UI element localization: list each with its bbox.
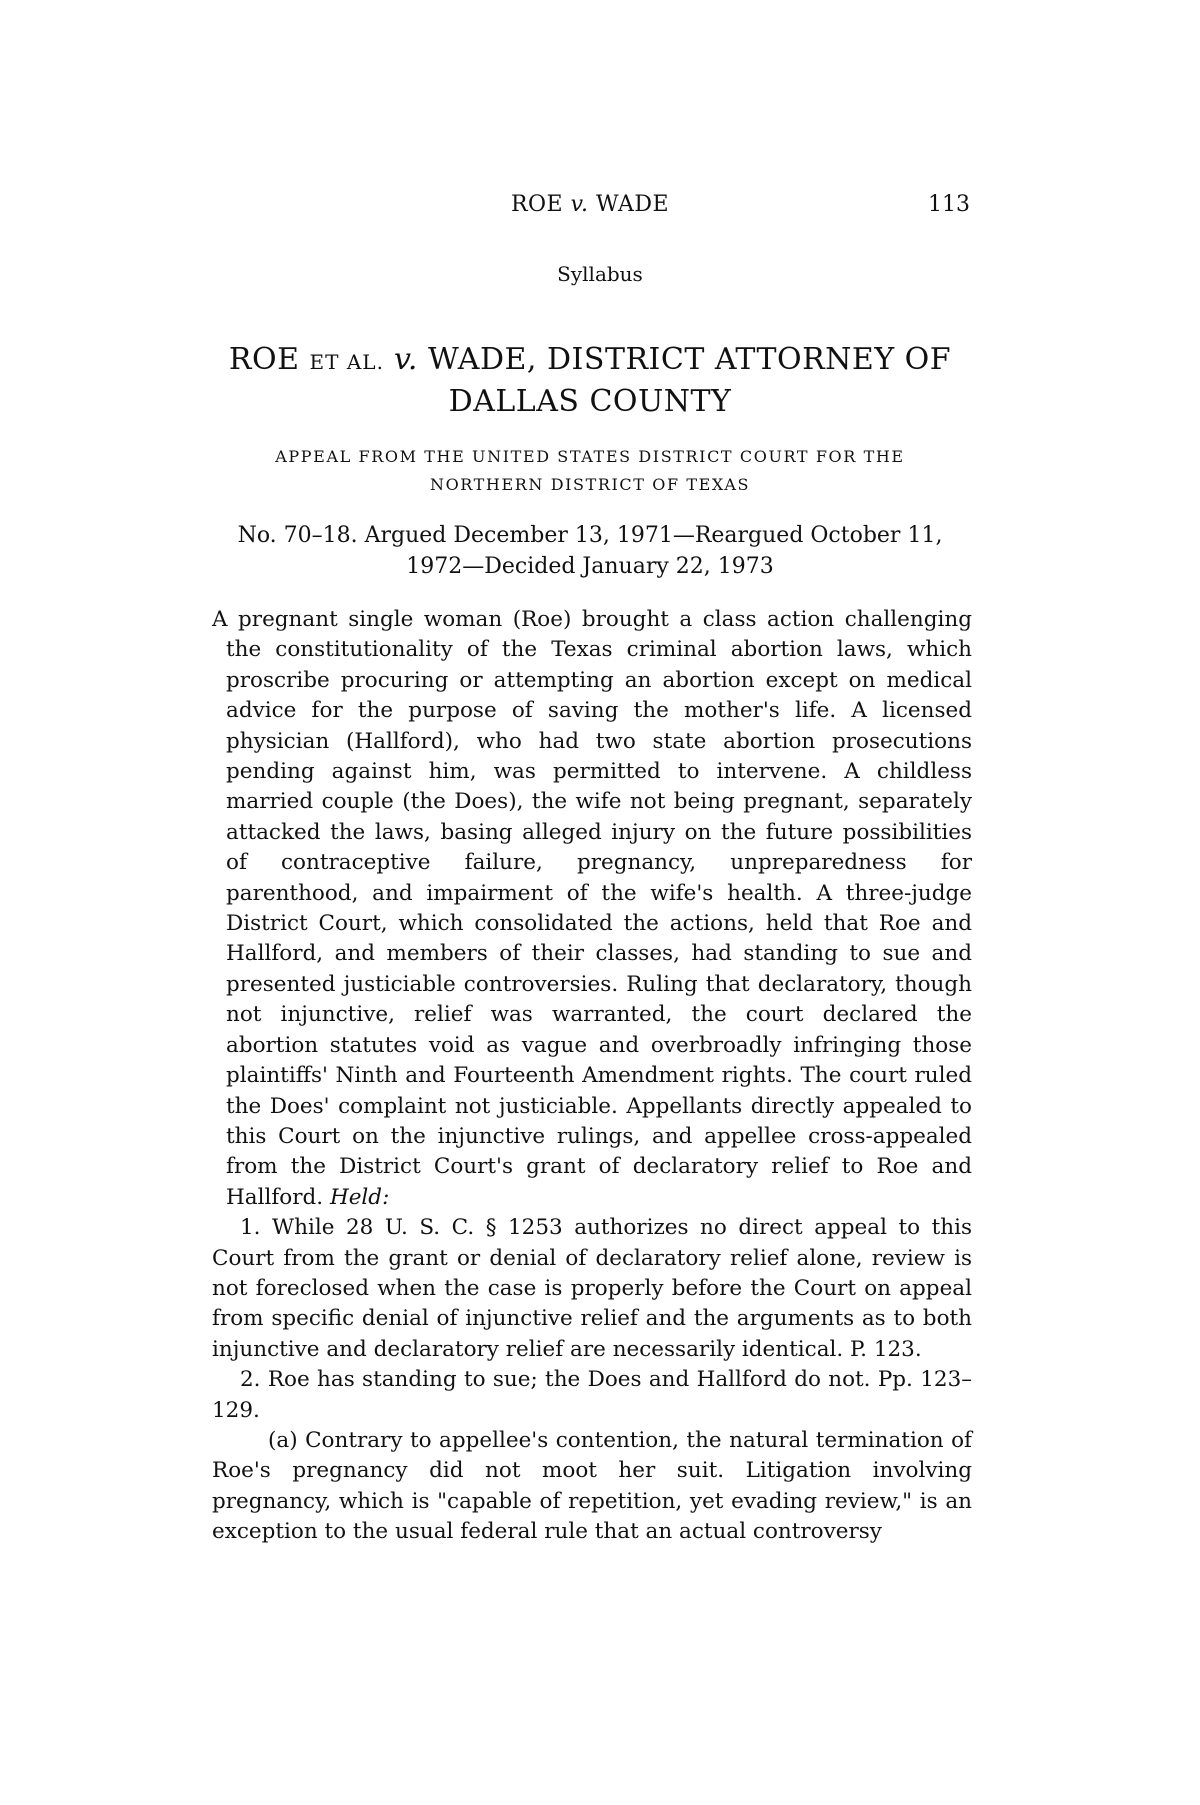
- held-label: Held:: [329, 1184, 390, 1210]
- syllabus-paragraph-2: 1. While 28 U. S. C. § 1253 authorizes no direct appeal to this Court from the grant or denial of declaratory relief alone, review is not foreclosed when the case is properly before the Court on appeal from specific denial of injunctive relief and the arguments as to both injunctive and declaratory relief are necessarily identical. P. 123.: [212, 1215, 972, 1362]
- running-title-versus: v.: [570, 192, 589, 217]
- case-title: [205, 340, 975, 422]
- appeal-heading: [200, 443, 980, 499]
- case-title-line-1: [205, 340, 975, 382]
- running-title-left: ROE: [510, 192, 564, 217]
- docket-line-2: 1972—Decided January 22, 1973: [406, 554, 774, 579]
- docket-line-1: No. 70–18. Argued December 13, 1971—Reargued October 11,: [237, 523, 943, 548]
- docket-info: [200, 520, 980, 582]
- running-head: [210, 192, 970, 226]
- page-number: 113: [928, 192, 970, 217]
- appeal-heading-line-1: APPEAL FROM THE UNITED STATES DISTRICT COURT FOR THE: [275, 447, 905, 466]
- syllabus-paragraph-1-text: A pregnant single woman (Roe) brought a class action challenging the constitutionality of the Texas criminal abortion laws, which proscribe procuring or attempting an abortion except on medical advice for the purpose of saving the mother's life. A licensed physician (Hallford), who had two state abortion prosecutions pending against him, was permitted to intervene. A childless married couple (the Does), the wife not being pregnant, separately attacked the laws, basing alleged injury on the future possibilities of contraceptive failure, pregnancy, unpreparedness for parenthood, and impairment of the wife's health. A three-judge District Court, which consolidated the actions, held that Roe and Hallford, and members of their classes, had standing to sue and presented justiciable controversies. Ruling that declaratory, though not injunctive, relief was warranted, the court declared the abortion statutes void as vague and overbroadly infringing those plaintiffs' Ninth and Fourteenth Amendment rights. The court ruled the Does' complaint not justiciable. Appellants directly appealed to this Court on the injunctive rulings, and appellee cross-appealed from the District Court's grant of declaratory relief to Roe and Hallford.: [212, 607, 972, 1210]
- appeal-heading-line-2: NORTHERN DISTRICT OF TEXAS: [429, 475, 751, 494]
- running-title: [210, 192, 970, 217]
- running-title-right: WADE: [595, 192, 670, 217]
- syllabus-paragraph-4: (a) Contrary to appellee's contention, the natural termination of Roe's pregnancy did not moot her suit. Litigation involving pregnancy, which is "capable of repetition, yet evading review," is an exception to the usual federal rule that an actual controversy: [212, 1427, 972, 1545]
- case-title-party-1: ROE: [228, 342, 300, 377]
- syllabus-paragraph-1: [212, 605, 972, 1213]
- case-title-et-al: ET AL.: [309, 350, 384, 374]
- case-title-line-2: DALLAS COUNTY: [448, 384, 732, 419]
- case-title-party-2: WADE, DISTRICT ATTORNEY OF: [427, 342, 952, 377]
- case-title-versus: v.: [393, 342, 418, 377]
- section-label: Syllabus: [557, 262, 643, 286]
- syllabus-body: [212, 605, 972, 1548]
- syllabus-paragraph-3: 2. Roe has standing to sue; the Does and Hallford do not. Pp. 123–129.: [212, 1367, 972, 1423]
